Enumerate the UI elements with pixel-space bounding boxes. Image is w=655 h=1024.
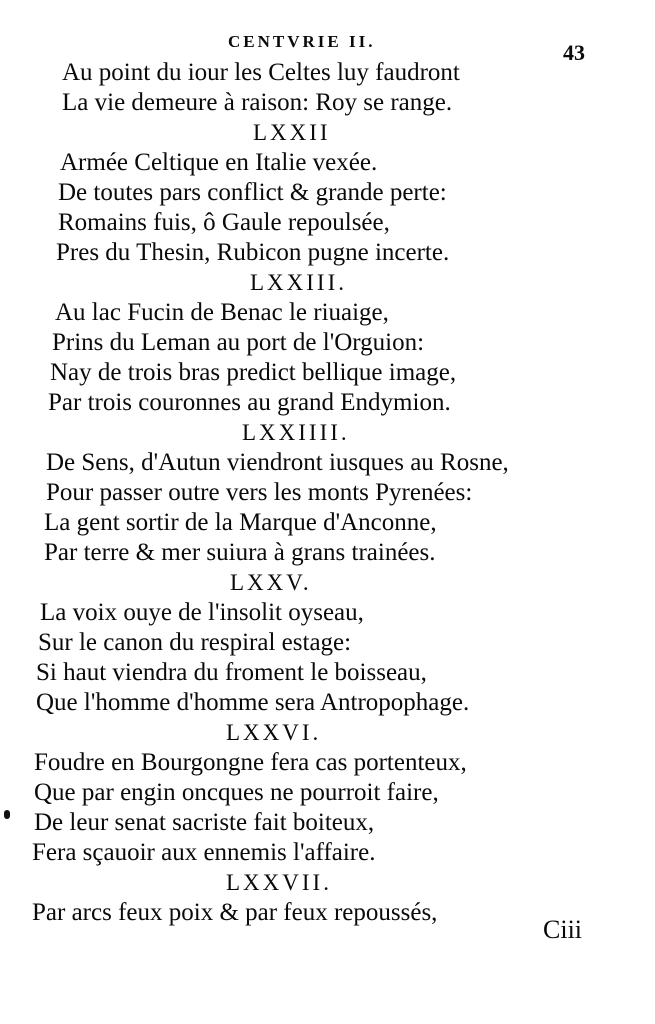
page-header	[0, 30, 655, 65]
quatrain-number: LXXIIII.	[242, 420, 350, 445]
verse-line: Romains fuis, ô Gaule repoulsée,	[58, 209, 390, 236]
quatrain-number: LXXVII.	[226, 870, 332, 895]
verse-line: Au lac Fucin de Benac le riuaige,	[55, 299, 389, 326]
verse-line: La gent sortir de la Marque d'Anconne,	[44, 509, 437, 536]
quatrain-number: LXXII	[253, 120, 331, 145]
verse-line: Pour passer outre vers les monts Pyrenées:	[46, 479, 473, 506]
verse-line: La voix ouye de l'insolit oyseau,	[40, 599, 364, 626]
verse-line: Foudre en Bourgongne fera cas portenteux,	[34, 749, 467, 776]
verse-line: Au point du iour les Celtes luy faudront	[62, 59, 460, 86]
quatrain-number: LXXIII.	[250, 270, 347, 295]
verse-line: Pres du Thesin, Rubicon pugne incerte.	[56, 239, 450, 266]
verse-line: Armée Celtique en Italie vexée.	[60, 149, 378, 176]
verse-line: Fera sçauoir aux ennemis l'affaire.	[32, 839, 376, 866]
verse-line: Par trois couronnes au grand Endymion.	[48, 389, 451, 416]
verse-line: Que par engin oncques ne pourroit faire,	[34, 779, 439, 806]
verse-line: Prins du Leman au port de l'Orguion:	[52, 329, 425, 356]
verse-line: La vie demeure à raison: Roy se range.	[62, 89, 453, 116]
verse-line: Nay de trois bras predict bellique image,	[50, 359, 457, 386]
verse-line: Par arcs feux poix & par feux repoussés,	[32, 899, 438, 926]
signature-mark: Ciii	[543, 915, 583, 944]
verse-line: De Sens, d'Autun viendront iusques au Rosne,	[46, 449, 509, 476]
margin-ink-mark	[4, 810, 10, 819]
verse-line: De leur senat sacriste fait boiteux,	[34, 809, 375, 836]
verse-line: Que l'homme d'homme sera Antropophage.	[36, 689, 470, 716]
verse-line: Par terre & mer suiura à grans trainées.	[44, 539, 436, 566]
verse-line: Sur le canon du respiral estage:	[38, 629, 352, 656]
verse-line: Si haut viendra du froment le boisseau,	[36, 659, 427, 686]
quatrain-number: LXXV.	[230, 570, 312, 595]
running-head: CENTVRIE II.	[228, 32, 376, 51]
verse-line: De toutes pars conflict & grande perte:	[58, 179, 447, 206]
page-number: 43	[563, 40, 585, 65]
quatrain-number: LXXVI.	[226, 720, 322, 745]
